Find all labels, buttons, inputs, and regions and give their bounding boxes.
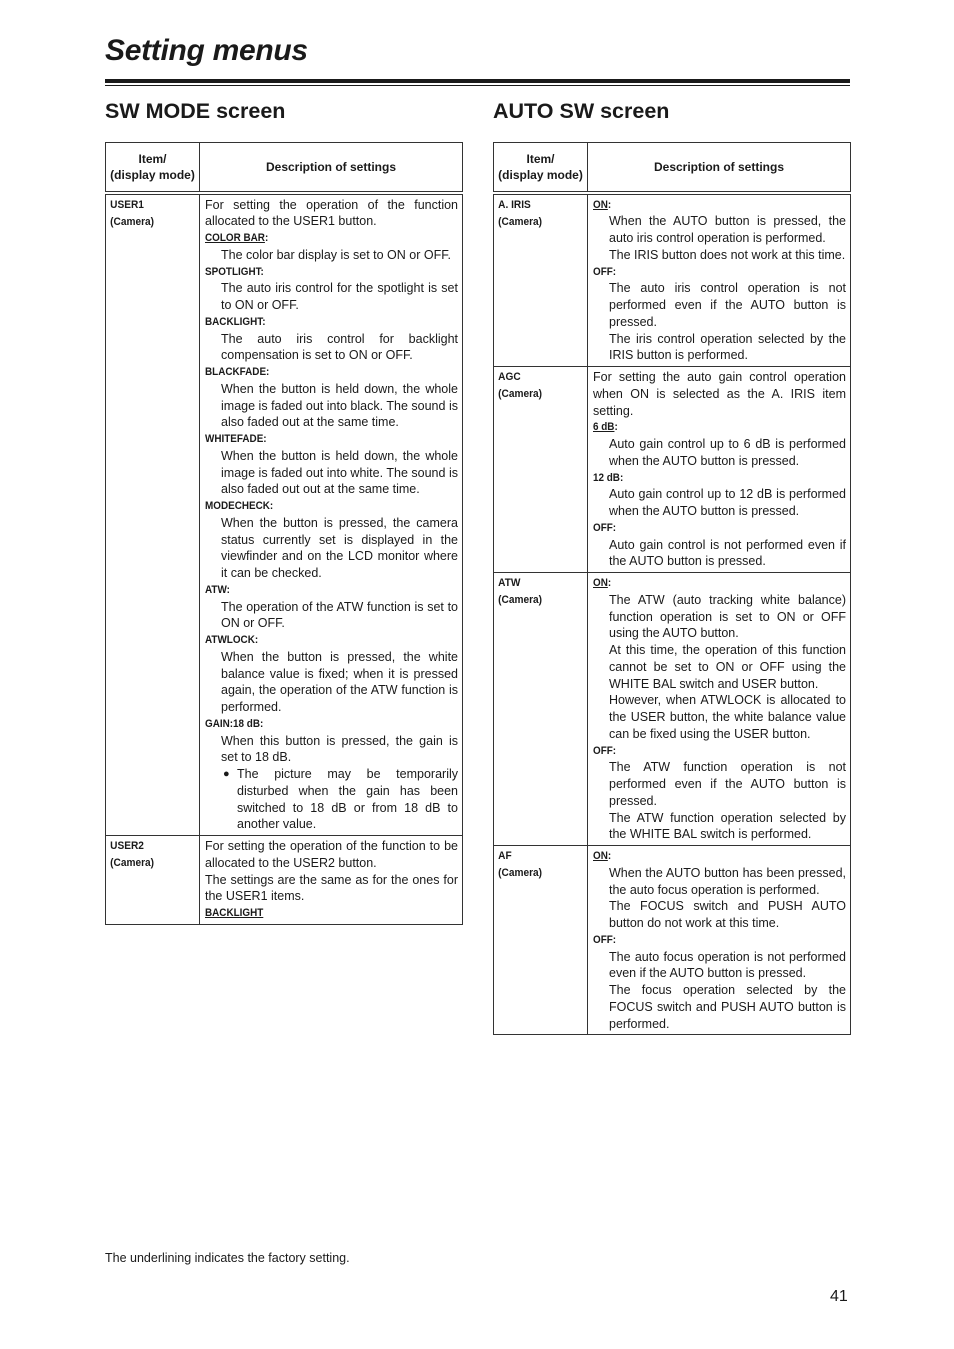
item-cell: [106, 193, 192, 836]
item-cell: [494, 193, 580, 367]
option-keyword: ON:: [593, 850, 612, 862]
option-keyword: OFF:: [593, 521, 617, 534]
auto-sw-table: [493, 142, 851, 1035]
option-text: When this button is pressed, the gain is set to 18 dB.: [221, 733, 458, 765]
option-text: The operation of the ATW function is set to ON or OFF.: [221, 599, 458, 631]
description-cell: ON: When the AUTO button is pressed, the auto iris control operation is performed. The IRIS button does not work at this time. OFF: The auto iris control operation is not performed even if the AUTO button is pressed. The iris control operation selected by the IRIS button is performed.: [588, 193, 851, 367]
note-bullet: ● The picture may be temporarily disturbed when the gain has been switched to 18 dB or from 18 dB to another value.: [223, 767, 458, 832]
option-keyword: ON:: [593, 577, 612, 589]
item-name: AF: [497, 850, 512, 862]
page-number: 41: [830, 1288, 848, 1305]
option-keyword: BLACKFADE:: [205, 366, 270, 378]
option-text: The color bar display is set to ON or OFF.: [221, 247, 451, 262]
table-header-row: [494, 143, 851, 193]
item-cell: [494, 367, 580, 573]
user1-intro: For setting the operation of the function allocated to the USER1 button.: [205, 197, 458, 229]
option-text: When the button is held down, the whole image is faded out into black. The sound is also faded out at the same time.: [221, 381, 458, 430]
default-setting: BACKLIGHT: [205, 907, 264, 919]
table-row-agc: [494, 367, 851, 573]
header-description: Description of settings: [588, 143, 851, 193]
option-keyword: SPOTLIGHT:: [205, 265, 264, 278]
item-name: A. IRIS: [497, 198, 531, 211]
option-text: When the button is pressed, the white balance value is fixed; when it is pressed again, the operation of the ATW function is performed.: [221, 649, 458, 714]
bullet-dot-icon: ●: [223, 768, 230, 780]
item-cell: [494, 846, 580, 1035]
option-keyword: WHITEFADE:: [205, 433, 267, 445]
description-cell: For setting the auto gain control operation when ON is selected as the A. IRIS item setting. 6 dB: Auto gain control up to 6 dB is performed when the AUTO button is pressed. 12 dB: Auto gain control up to 12 dB is performed when the AUTO button is pressed. OFF: Auto gain control is not performed even if the AUTO button is pressed.: [588, 367, 851, 573]
header-item: Item/ (display mode): [494, 143, 588, 193]
item-cell: [106, 836, 192, 925]
item-mode: (Camera): [109, 857, 154, 869]
table-header-row: [106, 143, 463, 193]
title-rule-thick: [105, 79, 850, 83]
option-keyword: 6 dB:: [593, 421, 618, 434]
option-keyword: ON:: [593, 198, 612, 211]
option-text: When the button is held down, the whole image is faded out into white. The sound is also faded out out at the same time.: [221, 448, 458, 497]
sw-mode-section-title: SW MODE screen: [105, 99, 286, 123]
item-cell: [494, 573, 580, 846]
description-cell: ON: When the AUTO button has been pressed, the auto focus operation is performed. The FOCUS switch and PUSH AUTO button do not work at this time. OFF: The auto focus operation is not performed even if the AUTO button is pressed. The focus operation selected by the FOCUS switch and PUSH AUTO button is performed.: [588, 846, 851, 1035]
table-row-user2: [106, 836, 463, 925]
table-row-user1: [106, 193, 463, 836]
item-name: USER1: [109, 198, 144, 211]
option-keyword: COLOR BAR:: [205, 232, 269, 244]
option-keyword: BACKLIGHT:: [205, 315, 266, 328]
page-title: Setting menus: [105, 34, 308, 67]
sw-mode-table: [105, 142, 463, 925]
description-cell: For setting the operation of the function to be allocated to the USER2 button. The settings are the same as for the ones for the USER1 items. BACKLIGHT: [200, 836, 463, 925]
description-cell: ON: The ATW (auto tracking white balance) function operation is set to ON or OFF using the AUTO button. At this time, the operation of this function cannot be set to ON or OFF using the WHITE BAL switch and USER button. However, when ATWLOCK is allocated to the USER button, the white balance value can be fixed using the USER button. OFF: The ATW function operation is not performed even if the AUTO button is pressed. The ATW function operation selected by the WHITE BAL switch is performed.: [588, 573, 851, 846]
table-row-af: [494, 846, 851, 1035]
option-keyword: OFF:: [593, 933, 617, 946]
item-name: USER2: [109, 840, 144, 852]
table-row-atw: [494, 573, 851, 846]
description-cell: [200, 193, 463, 836]
item-mode: (Camera): [497, 594, 542, 606]
option-text: The auto iris control for the spotlight is set to ON or OFF.: [221, 281, 458, 312]
option-keyword: OFF:: [593, 744, 617, 757]
option-keyword: 12 dB:: [593, 471, 624, 484]
item-name: AGC: [497, 371, 521, 383]
auto-sw-section-title: AUTO SW screen: [493, 99, 670, 123]
item-name: ATW: [497, 577, 520, 589]
header-item: Item/ (display mode): [106, 143, 200, 193]
footnote: The underlining indicates the factory setting.: [105, 1251, 350, 1265]
option-text: When the button is pressed, the camera status currently set is displayed in the viewfinder and on the LCD monitor where it can be checked.: [221, 515, 458, 580]
option-keyword: ATW:: [205, 583, 230, 596]
table-row-a-iris: [494, 193, 851, 367]
item-mode: (Camera): [497, 215, 542, 228]
option-keyword: GAIN:18 dB:: [205, 717, 264, 730]
header-description: Description of settings: [200, 143, 463, 193]
option-keyword: OFF:: [593, 265, 617, 278]
item-mode: (Camera): [497, 867, 542, 879]
item-mode: (Camera): [497, 388, 542, 400]
option-keyword: MODECHECK:: [205, 500, 274, 512]
title-rule-thin: [105, 85, 850, 86]
option-text: The auto iris control for backlight compensation is set to ON or OFF.: [221, 331, 458, 363]
item-mode: (Camera): [109, 215, 154, 228]
option-keyword: ATWLOCK:: [205, 634, 259, 646]
